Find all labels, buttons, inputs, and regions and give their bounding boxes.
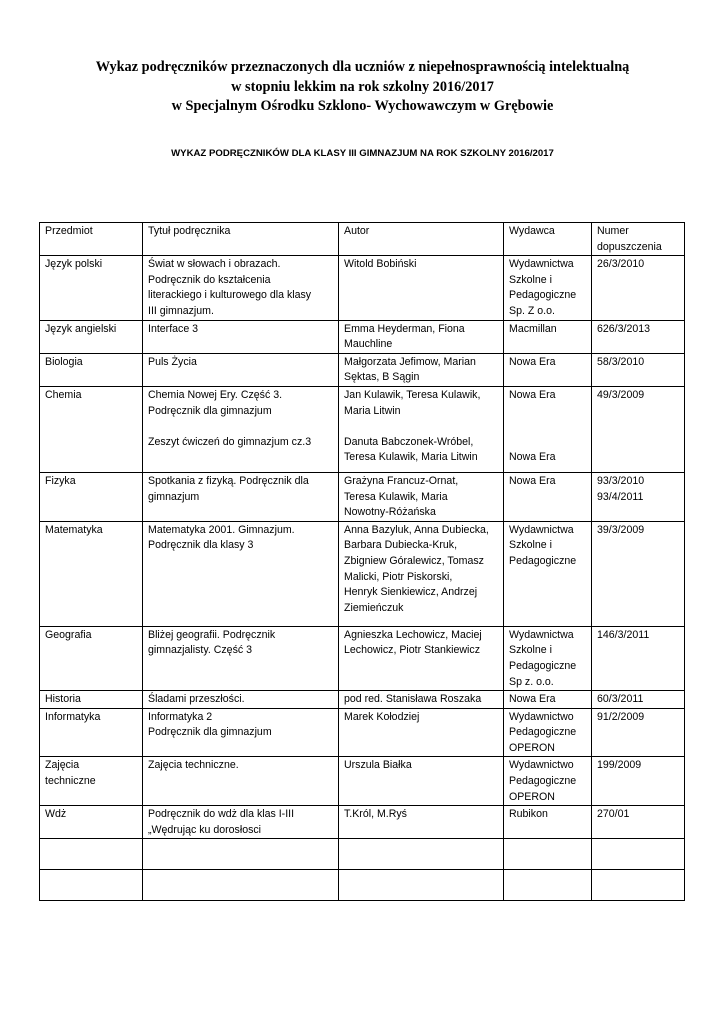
- cell-author: [339, 757, 504, 806]
- cell-publisher: [504, 708, 592, 757]
- cell-text: OPERON: [509, 790, 555, 803]
- cell-subject: [40, 472, 143, 521]
- cell-text: Zbigniew Góralewicz, Tomasz: [344, 554, 484, 567]
- cell-text: [344, 419, 501, 435]
- table-row: [40, 626, 685, 690]
- cell-text: Przedmiot: [45, 225, 93, 237]
- header-title: [143, 223, 339, 256]
- cell-text: Matematyka 2001. Gimnazjum.: [148, 523, 295, 536]
- cell-publisher: [504, 691, 592, 709]
- table-row: [40, 839, 685, 870]
- cell-text: 60/3/2011: [597, 693, 644, 706]
- cell-title: [143, 626, 339, 690]
- cell-text: Agnieszka Lechowicz, Maciej: [344, 628, 482, 641]
- cell-text: Bliżej geografii. Podręcznik: [148, 628, 276, 641]
- header-subject: [40, 223, 143, 256]
- cell-text: Jan Kulawik, Teresa Kulawik,: [344, 388, 481, 401]
- cell-subject: [40, 691, 143, 709]
- cell-text: 146/3/2011: [597, 628, 650, 641]
- document-title: [0, 58, 725, 117]
- cell-subject: [40, 256, 143, 320]
- cell-text: Szkolne i: [509, 644, 552, 657]
- cell-text: Sp. Z o.o.: [509, 304, 555, 317]
- cell-text: Podręcznik do kształcenia: [148, 273, 271, 286]
- cell-text: Wydawnictwa: [509, 628, 574, 641]
- cell-text: Język angielski: [45, 322, 117, 335]
- cell-text: 49/3/2009: [597, 388, 645, 401]
- cell-text: Tytuł podręcznika: [148, 225, 231, 237]
- header-author: [339, 223, 504, 256]
- cell-text: [509, 404, 589, 420]
- cell-text: [148, 840, 336, 856]
- cell-text: Interface 3: [148, 322, 199, 335]
- cell-title: [143, 386, 339, 472]
- cell-text: Barbara Dubiecka-Kruk,: [344, 539, 458, 552]
- table-row: [40, 757, 685, 806]
- cell-text: Fizyka: [45, 474, 76, 487]
- cell-author: [339, 708, 504, 757]
- cell-author: [339, 256, 504, 320]
- cell-text: Wydawnictwo: [509, 710, 574, 723]
- cell-publisher: [504, 839, 592, 870]
- cell-text: [597, 871, 682, 887]
- cell-text: literackiego i kulturowego dla klasy: [148, 289, 312, 302]
- cell-text: Pedagogiczne: [509, 289, 577, 302]
- cell-text: gimnazjalisty. Część 3: [148, 644, 253, 657]
- cell-author: [339, 691, 504, 709]
- cell-publisher: [504, 757, 592, 806]
- cell-text: [509, 871, 589, 887]
- cell-text: 93/4/2011: [597, 490, 644, 503]
- cell-title: [143, 757, 339, 806]
- cell-text: Lechowicz, Piotr Stankiewicz: [344, 644, 481, 657]
- cell-text: Język polski: [45, 258, 103, 271]
- cell-text: Witold Bobiński: [344, 258, 417, 271]
- cell-text: Pedagogiczne: [509, 659, 577, 672]
- cell-publisher: [504, 386, 592, 472]
- table-header-row: [40, 223, 685, 256]
- cell-publisher: [504, 626, 592, 690]
- cell-text: gimnazjum: [148, 490, 200, 503]
- cell-text: 270/01: [597, 808, 630, 821]
- cell-text: 58/3/2010: [597, 355, 645, 368]
- cell-text: Anna Bazyluk, Anna Dubiecka,: [344, 523, 489, 536]
- cell-text: Świat w słowach i obrazach.: [148, 258, 281, 271]
- cell-text: Szkolne i: [509, 273, 552, 286]
- cell-text: Małgorzata Jefimow, Marian: [344, 355, 476, 368]
- cell-author: [339, 839, 504, 870]
- cell-author: [339, 806, 504, 839]
- cell-text: Danuta Babczonek-Wróbel,: [344, 435, 474, 448]
- cell-text: 26/3/2010: [597, 258, 645, 271]
- table-row: [40, 386, 685, 472]
- cell-subject: [40, 757, 143, 806]
- cell-subject: [40, 521, 143, 626]
- cell-text: Sp z. o.o.: [509, 675, 554, 688]
- cell-text: Teresa Kulawik, Maria: [344, 490, 448, 503]
- cell-text: Malicki, Piotr Piskorski,: [344, 570, 453, 583]
- cell-publisher: [504, 320, 592, 353]
- cell-author: [339, 870, 504, 901]
- cell-text: Chemia: [45, 388, 82, 401]
- cell-text: Podręcznik do wdż dla klas I-III: [148, 808, 295, 821]
- cell-text: Informatyka: [45, 710, 101, 723]
- cell-author: [339, 386, 504, 472]
- cell-publisher: [504, 472, 592, 521]
- cell-approval-number: [592, 870, 685, 901]
- cell-subject: [40, 386, 143, 472]
- cell-subject: [40, 806, 143, 839]
- cell-text: Mauchline: [344, 338, 393, 351]
- table-row: [40, 521, 685, 626]
- cell-text: Emma Heyderman, Fiona: [344, 322, 465, 335]
- cell-text: Zeszyt ćwiczeń do gimnazjum cz.3: [148, 435, 312, 448]
- table-row: [40, 870, 685, 901]
- cell-text: Wdż: [45, 808, 67, 821]
- cell-text: Marek Kołodziej: [344, 710, 420, 723]
- cell-subject: [40, 708, 143, 757]
- cell-title: [143, 691, 339, 709]
- cell-publisher: [504, 521, 592, 626]
- cell-text: 93/3/2010: [597, 474, 645, 487]
- cell-author: [339, 353, 504, 386]
- cell-text: Nowa Era: [509, 693, 556, 706]
- cell-text: [45, 871, 140, 887]
- header-approval-number: [592, 223, 685, 256]
- cell-text: Matematyka: [45, 523, 103, 536]
- cell-text: Teresa Kulawik, Maria Litwin: [344, 451, 478, 464]
- cell-title: [143, 708, 339, 757]
- cell-text: Podręcznik dla gimnazjum: [148, 404, 272, 417]
- table-row: [40, 472, 685, 521]
- table-row: [40, 806, 685, 839]
- cell-text: Podręcznik dla gimnazjum: [148, 726, 272, 739]
- cell-text: Sęktas, B Sągin: [344, 371, 420, 384]
- cell-text: 199/2009: [597, 759, 642, 772]
- cell-publisher: [504, 353, 592, 386]
- table-row: [40, 256, 685, 320]
- cell-text: Macmillan: [509, 322, 557, 335]
- cell-text: Wydawnictwa: [509, 523, 574, 536]
- cell-text: Nowotny-Różańska: [344, 506, 436, 519]
- cell-text: Ziemieńczuk: [344, 601, 404, 614]
- cell-title: [143, 521, 339, 626]
- table-row: [40, 708, 685, 757]
- cell-text: techniczne: [45, 775, 96, 788]
- cell-text: Geografia: [45, 628, 92, 641]
- cell-text: [45, 840, 140, 856]
- cell-text: Śladami przeszłości.: [148, 693, 245, 706]
- cell-title: [143, 472, 339, 521]
- cell-text: Grażyna Francuz-Ornat,: [344, 474, 459, 487]
- cell-publisher: [504, 806, 592, 839]
- cell-approval-number: [592, 626, 685, 690]
- document-subtitle: WYKAZ PODRĘCZNIKÓW DLA KLASY III GIMNAZJUM NA ROK SZKOLNY 2016/2017: [171, 148, 554, 159]
- cell-approval-number: [592, 256, 685, 320]
- cell-approval-number: [592, 708, 685, 757]
- cell-title: [143, 256, 339, 320]
- cell-author: [339, 472, 504, 521]
- cell-text: Maria Litwin: [344, 404, 401, 417]
- cell-text: Puls Życia: [148, 355, 197, 368]
- cell-text: Spotkania z fizyką. Podręcznik dla: [148, 474, 309, 487]
- cell-text: Nowa Era: [509, 388, 556, 401]
- table-row: [40, 353, 685, 386]
- cell-subject: [40, 320, 143, 353]
- cell-text: Nowa Era: [509, 451, 556, 464]
- cell-subject: [40, 839, 143, 870]
- cell-text: [597, 840, 682, 856]
- header-publisher: [504, 223, 592, 256]
- cell-title: [143, 353, 339, 386]
- cell-approval-number: [592, 472, 685, 521]
- cell-text: [344, 840, 501, 856]
- cell-author: [339, 626, 504, 690]
- cell-text: [148, 871, 336, 887]
- cell-text: Podręcznik dla klasy 3: [148, 539, 254, 552]
- cell-text: Biologia: [45, 355, 83, 368]
- cell-text: Rubikon: [509, 808, 548, 821]
- title-line: w stopniu lekkim na rok szkolny 2016/2017: [231, 78, 494, 95]
- cell-approval-number: [592, 521, 685, 626]
- cell-text: OPERON: [509, 741, 555, 754]
- cell-title: [143, 870, 339, 901]
- cell-text: T.Król, M.Ryś: [344, 808, 407, 821]
- cell-text: [509, 435, 589, 451]
- cell-title: [143, 320, 339, 353]
- textbook-table: [39, 222, 685, 901]
- cell-title: [143, 806, 339, 839]
- cell-text: [509, 419, 589, 435]
- cell-text: Szkolne i: [509, 539, 552, 552]
- cell-text: Henryk Sienkiewicz, Andrzej: [344, 586, 478, 599]
- table-row: [40, 691, 685, 709]
- cell-text: Nowa Era: [509, 474, 556, 487]
- cell-text: Pedagogiczne: [509, 775, 577, 788]
- cell-author: [339, 320, 504, 353]
- cell-text: Zajęcia techniczne.: [148, 759, 239, 772]
- cell-approval-number: [592, 839, 685, 870]
- cell-subject: [40, 870, 143, 901]
- cell-text: Informatyka 2: [148, 710, 213, 723]
- cell-publisher: [504, 256, 592, 320]
- cell-text: Nowa Era: [509, 355, 556, 368]
- cell-approval-number: [592, 320, 685, 353]
- cell-text: Numer: [597, 225, 629, 237]
- cell-text: 91/2/2009: [597, 710, 645, 723]
- cell-title: [143, 839, 339, 870]
- cell-publisher: [504, 870, 592, 901]
- cell-text: Autor: [344, 225, 370, 237]
- cell-approval-number: [592, 757, 685, 806]
- cell-text: Pedagogiczne: [509, 554, 577, 567]
- cell-text: pod red. Stanisława Roszaka: [344, 693, 482, 706]
- cell-text: Wydawca: [509, 225, 555, 237]
- cell-text: Wydawnictwo: [509, 759, 574, 772]
- cell-text: Pedagogiczne: [509, 726, 577, 739]
- cell-text: [148, 419, 336, 435]
- cell-text: Urszula Białka: [344, 759, 412, 772]
- cell-text: III gimnazjum.: [148, 304, 214, 317]
- cell-text: „Wędrując ku dorosłosci: [148, 823, 262, 836]
- cell-author: [339, 521, 504, 626]
- cell-approval-number: [592, 386, 685, 472]
- cell-approval-number: [592, 806, 685, 839]
- title-line: Wykaz podręczników przeznaczonych dla uczniów z niepełnosprawnością intelektualną: [95, 59, 630, 75]
- cell-text: [509, 840, 589, 856]
- cell-subject: [40, 353, 143, 386]
- cell-text: Historia: [45, 693, 81, 706]
- cell-text: Chemia Nowej Ery. Część 3.: [148, 388, 283, 401]
- cell-text: Zajęcia: [45, 759, 80, 772]
- cell-text: 626/3/2013: [597, 322, 651, 335]
- cell-text: dopuszczenia: [597, 240, 662, 253]
- table-row: [40, 320, 685, 353]
- cell-approval-number: [592, 353, 685, 386]
- cell-subject: [40, 626, 143, 690]
- title-line: w Specjalnym Ośrodku Szklono- Wychowawczym w Grębowie: [171, 98, 554, 114]
- cell-text: Wydawnictwa: [509, 258, 574, 271]
- cell-text: 39/3/2009: [597, 523, 645, 536]
- cell-approval-number: [592, 691, 685, 709]
- cell-text: [344, 871, 501, 887]
